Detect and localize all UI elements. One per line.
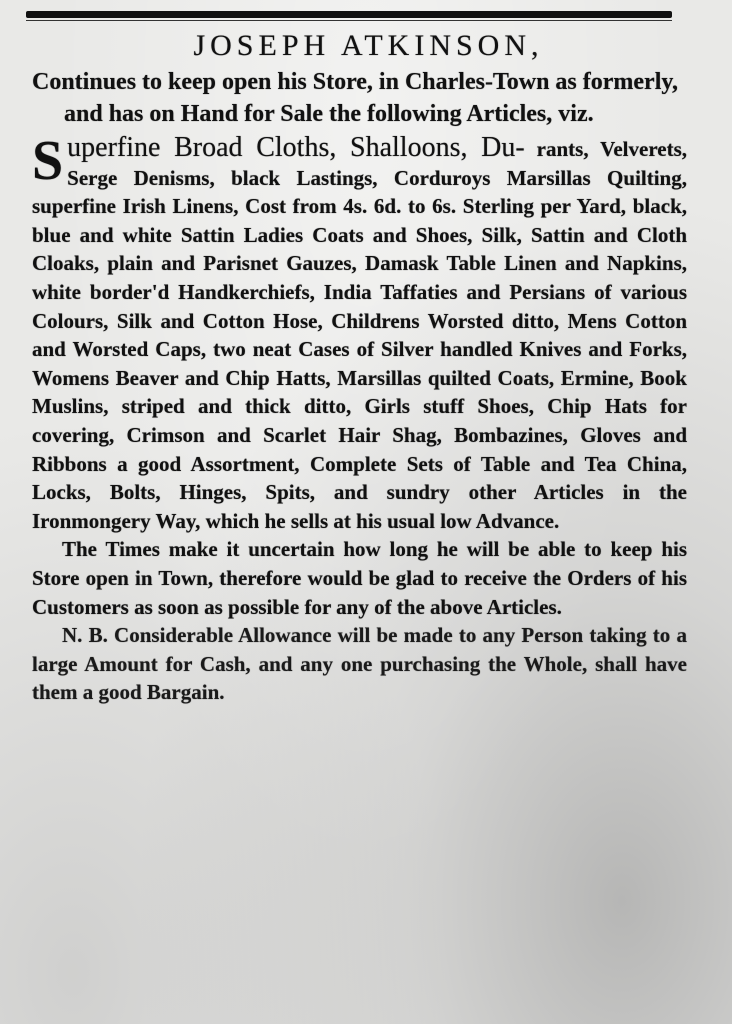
articles-lead-words: uperfine Broad Cloths, Shalloons, Du-	[67, 132, 525, 163]
nb-paragraph: N. B. Considerable Allowance will be made to any Person taking to a large Amount for Cash, and any one purchasing the Whole, shall have them a good Bargain.	[32, 623, 687, 705]
top-rule	[26, 11, 672, 18]
advertisement	[32, 26, 687, 707]
advertiser-name-heading: JOSEPH ATKINSON,	[193, 29, 544, 62]
times-paragraph: The Times make it uncertain how long he will be able to keep his Store open in Town, therefore would be glad to receive the Orders of his Customers as soon as possible for any of the above Articles.	[32, 537, 687, 619]
articles-list-text: rants, Velverets, Serge Denisms, black Lastings, Corduroys Marsillas Quilting, superfine Irish Linens, Cost from 4s. 6d. to 6s. Sterling per Yard, black, blue and white Sattin Ladies Coats and Shoes, Silk, Sattin and Cloth Cloaks, plain and Parisnet Gauzes, Damask Table Linen and Napkins, white border'd Handkerchiefs, India Taffaties and Persians of various Colours, Silk and Cotton Hose, Childrens Worsted ditto, Mens Cotton and Worsted Caps, two neat Cases of Silver handled Knives and Forks, Womens Beaver and Chip Hatts, Marsillas quilted Coats, Ermine, Book Muslins, striped and thick ditto, Girls stuff Shoes, Chip Hats for covering, Crimson and Scarlet Hair Shag, Bombazines, Gloves and Ribbons a good Assortment, Complete Sets of Table and Tea China, Locks, Bolts, Hinges, Spits, and sundry other Articles in the Ironmongery Way, which he sells at his usual low Advance.	[32, 137, 688, 533]
store-announcement: Continues to keep open his Store, in Charles-Town as formerly, and has on Hand for Sale the following Articles, viz.	[32, 69, 679, 127]
top-rule-thin	[26, 20, 672, 21]
articles-list-paragraph	[32, 130, 688, 535]
drop-cap-letter: S	[32, 130, 64, 192]
